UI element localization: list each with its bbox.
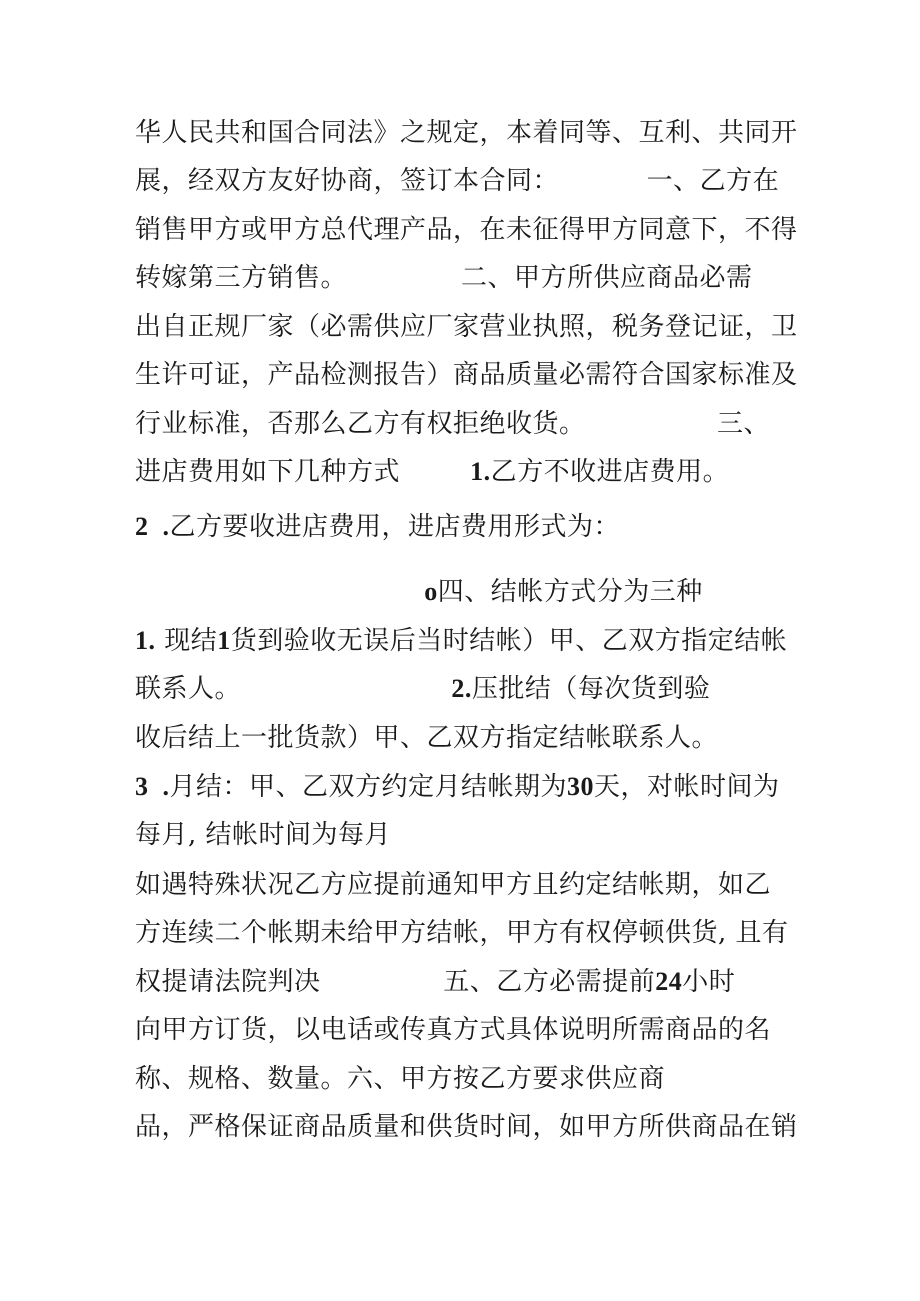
text-line: 收后结上一批货款）甲、乙双方指定结帐联系人。	[135, 723, 719, 753]
text-line: o四、结帐方式分为三种	[424, 577, 703, 607]
text-line: 转嫁第三方销售。 二、甲方所供应商品必需	[135, 263, 753, 293]
text-line: 展，经双方友好协商，签订本合同： 一、乙方在	[135, 166, 780, 196]
text-line: 权提请法院判决 五、乙方必需提前24小时	[135, 967, 736, 997]
text-line: 联系人。 2.压批结（每次货到验	[135, 674, 711, 704]
text-line: 生许可证，产品检测报告）商品质量必需符合国家标准及	[135, 360, 798, 390]
text-line: 向甲方订货，以电话或传真方式具体说明所需商品的名	[135, 1015, 772, 1045]
text-line: 如遇特殊状况乙方应提前通知甲方且约定结帐期，如乙	[135, 870, 772, 900]
text-line: 华人民共和国合同法》之规定，本着同等、互利、共同开	[135, 118, 798, 148]
text-line: 3 .月结：甲、乙双方约定月结帐期为30天，对帐时间为	[135, 772, 780, 802]
text-line: 销售甲方或甲方总代理产品，在未征得甲方同意下，不得	[135, 215, 798, 245]
text-line: 称、规格、数量。六、甲方按乙方要求供应商	[135, 1064, 666, 1094]
text-line: 每月, 结帐时间为每月	[135, 820, 392, 850]
text-line: 1. 现结1货到验收无误后当时结帐）甲、乙双方指定结帐	[135, 626, 788, 656]
text-line: 2 .乙方要收进店费用，进店费用形式为：	[135, 512, 621, 542]
text-line: 行业标准，否那么乙方有权拒绝收货。 三、	[135, 409, 770, 439]
text-line: 方连续二个帐期未给甲方结帐，甲方有权停顿供货, 且有	[135, 918, 789, 948]
text-line: 品，严格保证商品质量和供货时间，如甲方所供商品在销	[135, 1112, 798, 1142]
text-line: 出自正规厂家（必需供应厂家营业执照，税务登记证，卫	[135, 312, 798, 342]
text-line: 进店费用如下几种方式 1.乙方不收进店费用。	[135, 457, 730, 487]
